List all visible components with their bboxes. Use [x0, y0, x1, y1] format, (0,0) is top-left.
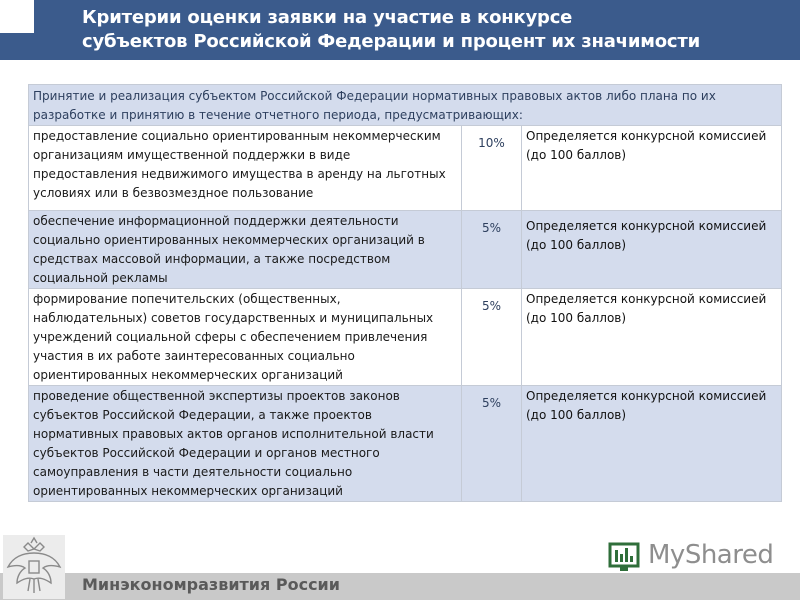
note-cell: Определяется конкурсной комиссией (до 100 баллов) [522, 386, 782, 502]
criterion-cell: формирование попечительских (общественных, наблюдательных) советов государственных и муниципальных учреждений социальной сферы с обеспечением привлечения участия в их работе заинтересованных социально ориентированных некоммерческих организаций [29, 289, 462, 386]
header-corner [0, 0, 34, 33]
brand-name: MyShared [648, 540, 774, 570]
criterion-cell: предоставление социально ориентированным некоммерческим организациям имущественной поддержки в виде предоставления недвижимого имущества в аренду на льготных условиях или в безвозмездное пользование [29, 126, 462, 211]
percent-cell: 5% [462, 386, 522, 502]
criterion-cell: обеспечение информационной поддержки деятельности социально ориентированных некоммерческих организаций в средствах массовой информации, а также посредством социальной рекламы [29, 211, 462, 289]
intro-cell: Принятие и реализация субъектом Российской Федерации нормативных правовых актов либо плана по их разработке и принятию в течение отчетного периода, предусматривающих: [29, 85, 782, 126]
table-intro-row [29, 85, 782, 126]
note-cell: Определяется конкурсной комиссией (до 100 баллов) [522, 289, 782, 386]
percent-cell: 10% [462, 126, 522, 211]
ministry-name: Минэкономразвития России [82, 575, 340, 594]
page-title-line-2: субъектов Российской Федерации и процент их значимости [82, 31, 701, 52]
table-row [29, 211, 782, 289]
note-cell: Определяется конкурсной комиссией (до 100 баллов) [522, 126, 782, 211]
percent-cell: 5% [462, 289, 522, 386]
table-row [29, 386, 782, 502]
percent-cell: 5% [462, 211, 522, 289]
criteria-table [28, 84, 782, 502]
table-row [29, 289, 782, 386]
note-cell: Определяется конкурсной комиссией (до 100 баллов) [522, 211, 782, 289]
criterion-cell: проведение общественной экспертизы проектов законов субъектов Российской Федерации, а также проектов нормативных правовых актов органов исполнительной власти субъектов Российской Федерации и органов местного самоуправления в части деятельности социально ориентированных некоммерческих организаций [29, 386, 462, 502]
double-headed-eagle-emblem-icon [3, 535, 65, 599]
page-title-line-1: Критерии оценки заявки на участие в конкурсе [82, 7, 573, 28]
table-row [29, 126, 782, 211]
